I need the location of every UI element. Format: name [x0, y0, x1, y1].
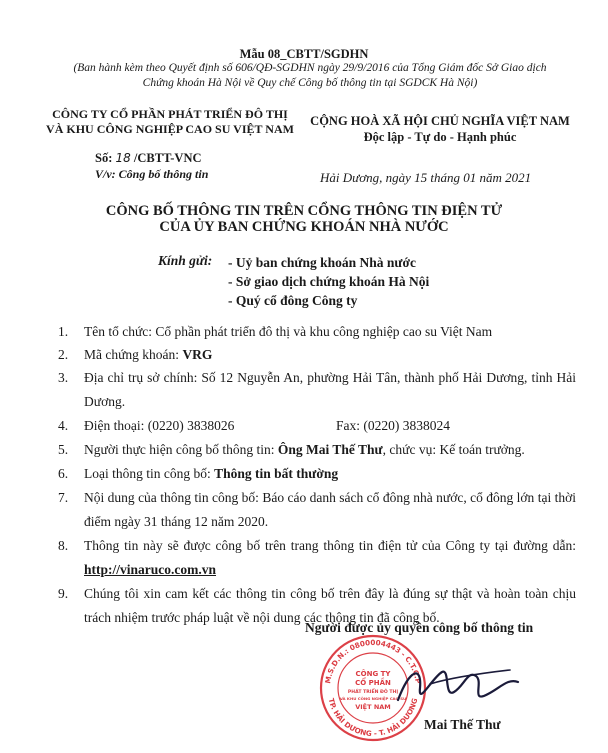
signer-name: Mai Thế Thư [424, 717, 501, 732]
republic-name: CỘNG HOÀ XÃ HỘI CHỦ NGHĨA VIỆT NAM [310, 114, 570, 128]
title-line1: CÔNG BỐ THÔNG TIN TRÊN CỔNG THÔNG TIN ĐIỆN TỬ [105, 203, 503, 219]
stamp-ring-text: M.S.D.N.: 0800004443 - C.T.C.P [323, 638, 423, 685]
recipient-item: - Sở giao dịch chứng khoán Hà Nội [228, 274, 430, 289]
motto: Độc lập - Tự do - Hạnh phúc [363, 130, 517, 144]
document-page: Mẫu 08_CBTT/SGDHN (Ban hành kèm theo Quyết định số 606/QĐ-SGDHN ngày 29/9/2016 của Tổng Giám đốc Sở Giao dịch Chứng khoán Hà Nội về Quy chế Công bố thông tin tại SGDCK Hà Nội) CÔNG TY CỔ PHẦN PHÁT TRIỂN ĐÔ THỊ VÀ KHU CÔNG NGHIỆP CAO SU VIỆT NAM CỘNG HOÀ XÃ HỘI CHỦ NGHĨA VIỆT NAM Độc lập - Tự do - Hạnh phúc Số: 18 /CBTT-VNC V/v: Công bố thông tin Hải Dương, ngày 15 tháng 01 năm 2021 CÔNG BỐ THÔNG TIN TRÊN CỔNG THÔNG TIN ĐIỆN TỬ CỦA ỦY BAN CHỨNG KHOÁN NHÀ NƯỚC Kính gửi: - Uỷ ban chứng khoán Nhà nước - Sở giao dịch chứng khoán Hà Nội - Quý cổ đông Công ty 1. Tên tổ chức: Cổ phần phát triển đô thị và khu công nghiệp cao su Việt Nam 2. Mã chứng khoán: VRG 3. Địa chỉ trụ sở chính: Số 12 Nguyễn An, phường Hải Tân, thành phố Hải Dương, tỉnh Hải Dương. 4. Điện thoại: (0220) 3838026 Fax: (0220) 3838024 5. Người thực hiện công bố thông tin: Ông Mai Thế Thư, chức vụ: Kế toán trưởng. 6. Loại thông tin công bố: Thông tin bất thường 7. Nội dung của thông tin công bố: Báo cáo danh sách cổ đông nhà nước, cổ đông lớn tại thời điểm ngày 31 tháng 12 năm 2020. 8. Thông tin này sẽ được công bố trên trang thông tin điện tử của Công ty tại đường dẫn: http://vinaruco.com.vn 9. Chúng tôi xin cam kết các thông tin công bố trên đây là đúng sự thật và hoàn toàn chịu trách nhiệm trước pháp luật về nội dung các thông tin đã công bố. Người được ủy quyền công bố thông tin M.S.D.N.: 0800004443 - C.T.C.P TP. HẢI DƯƠNG - T. HẢI DƯƠNG CÔNG TY CỔ PHẦN PHÁT TRIỂN ĐÔ THỊ VÀ KHU CÔNG NGHIỆP CAO SU VIỆT NAM Mai Thế Thư [0, 0, 608, 753]
so-number: 18 [115, 151, 131, 165]
info-type: Thông tin bất thường [214, 466, 339, 481]
phone-number: Điện thoại: (0220) 3838026 [84, 418, 235, 433]
document-number [95, 151, 202, 166]
stamp-line: CỔ PHẦN [355, 679, 391, 687]
title-line2: CỦA ỦY BAN CHỨNG KHOÁN NHÀ NƯỚC [159, 219, 449, 235]
company-name-line1: CÔNG TY CỔ PHẦN PHÁT TRIỂN ĐÔ THỊ [52, 107, 288, 121]
website-link[interactable]: http://vinaruco.com.vn [84, 562, 217, 577]
recipient-item: - Uỷ ban chứng khoán Nhà nước [228, 255, 416, 270]
recipient-item: - Quý cổ đông Công ty [228, 293, 358, 308]
stamp-line: VÀ KHU CÔNG NGHIỆP CAO SU [339, 696, 407, 701]
so-label: Số: [95, 151, 113, 165]
national-motto [300, 113, 580, 145]
stock-code: VRG [182, 347, 213, 362]
fax-number: Fax: (0220) 3838024 [336, 418, 450, 433]
stamp-line: VIỆT NAM [355, 703, 391, 711]
document-title [0, 203, 608, 235]
stamp-line: CÔNG TY [355, 670, 391, 678]
regulation-note: (Ban hành kèm theo Quyết định số 606/QĐ-SGDHN ngày 29/9/2016 của Tổng Giám đốc Sở Giao dịch Chứng khoán Hà Nội về Quy chế Công bố thông tin tại SGDCK Hà Nội) [73, 62, 547, 89]
subject-line: V/v: Công bố thông tin [95, 167, 209, 181]
form-code: Mẫu 08_CBTT/SGDHN [239, 47, 369, 61]
stamp-line: PHÁT TRIỂN ĐÔ THỊ [347, 690, 399, 695]
company-name-line2: VÀ KHU CÔNG NGHIỆP CAO SU VIỆT NAM [46, 122, 294, 136]
handwritten-signature-icon [380, 648, 530, 728]
date-line: Hải Dương, ngày 15 tháng 01 năm 2021 [320, 170, 532, 185]
address: Địa chỉ trụ sở chính: Số 12 Nguyễn An, phường Hải Tân, thành phố Hải Dương, tỉnh Hải Dương. [84, 370, 576, 409]
org-name: Tên tổ chức: Cổ phần phát triển đô thị và khu công nghiệp cao su Việt Nam [84, 324, 493, 339]
recipients-label: Kính gửi: [158, 253, 213, 268]
disclosure-content: Nội dung của thông tin công bố: Báo cáo danh sách cổ đông nhà nước, cổ đông lớn tại thời điểm ngày 31 tháng 12 năm 2020. [84, 490, 576, 529]
stamp-ring-bottom: TP. HẢI DƯƠNG - T. HẢI DƯƠNG [326, 697, 420, 739]
commitment: Chúng tôi xin cam kết các thông tin công bố trên đây là đúng sự thật và hoàn toàn chịu trách nhiệm trước pháp luật về nội dung các thông tin đã công bố. [84, 586, 576, 625]
discloser-name: Ông Mai Thế Thư [277, 442, 383, 457]
recipients-list [228, 253, 429, 310]
company-name [40, 107, 300, 137]
signer-title: Người được ủy quyền công bố thông tin [305, 620, 534, 635]
so-suffix: /CBTT-VNC [133, 151, 202, 165]
